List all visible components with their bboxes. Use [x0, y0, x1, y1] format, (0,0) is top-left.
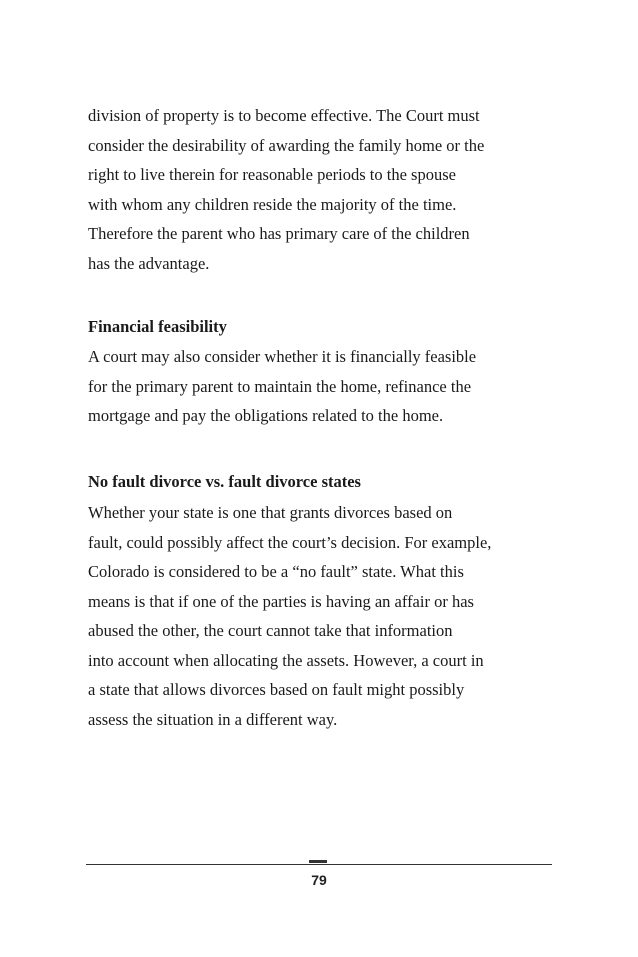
text-line: means is that if one of the parties is having an affair or has — [88, 591, 474, 611]
text-line: into account when allocating the assets. However, a court in — [88, 650, 484, 670]
text-line: for the primary parent to maintain the home, refinance the — [88, 376, 472, 396]
text-line: mortgage and pay the obligations related to the home. — [88, 406, 444, 425]
text-line: consider the desirability of awarding the family home or the — [88, 135, 485, 155]
footer-divider-tab — [309, 860, 327, 863]
text-line: a state that allows divorces based on fault might possibly — [88, 680, 465, 699]
footer-divider — [86, 864, 552, 865]
page-number: 79 — [311, 872, 327, 888]
text-line: has the advantage. — [88, 253, 210, 273]
text-line: with whom any children reside the majority of the time. — [88, 194, 457, 214]
text-line: assess the situation in a different way. — [88, 709, 338, 729]
text-line: Therefore the parent who has primary care of the children — [88, 224, 470, 243]
text-line: right to live therein for reasonable periods to the spouse — [88, 165, 456, 184]
text-line: Colorado is considered to be a “no fault” state. What this — [88, 562, 464, 581]
paragraph-fault-divorce — [88, 498, 558, 734]
text-line: fault, could possibly affect the court’s decision. For example, — [88, 532, 492, 552]
section-heading-financial-feasibility: Financial feasibility — [88, 317, 227, 336]
text-line: Whether your state is one that grants divorces based on — [88, 503, 453, 522]
paragraph-home-award — [88, 101, 558, 278]
text-line: A court may also consider whether it is financially feasible — [88, 347, 477, 366]
text-line: abused the other, the court cannot take that information — [88, 621, 453, 640]
paragraph-financial-feasibility — [88, 342, 558, 431]
text-line: division of property is to become effective. The Court must — [88, 106, 480, 125]
section-heading-fault-divorce: No fault divorce vs. fault divorce states — [88, 472, 361, 491]
